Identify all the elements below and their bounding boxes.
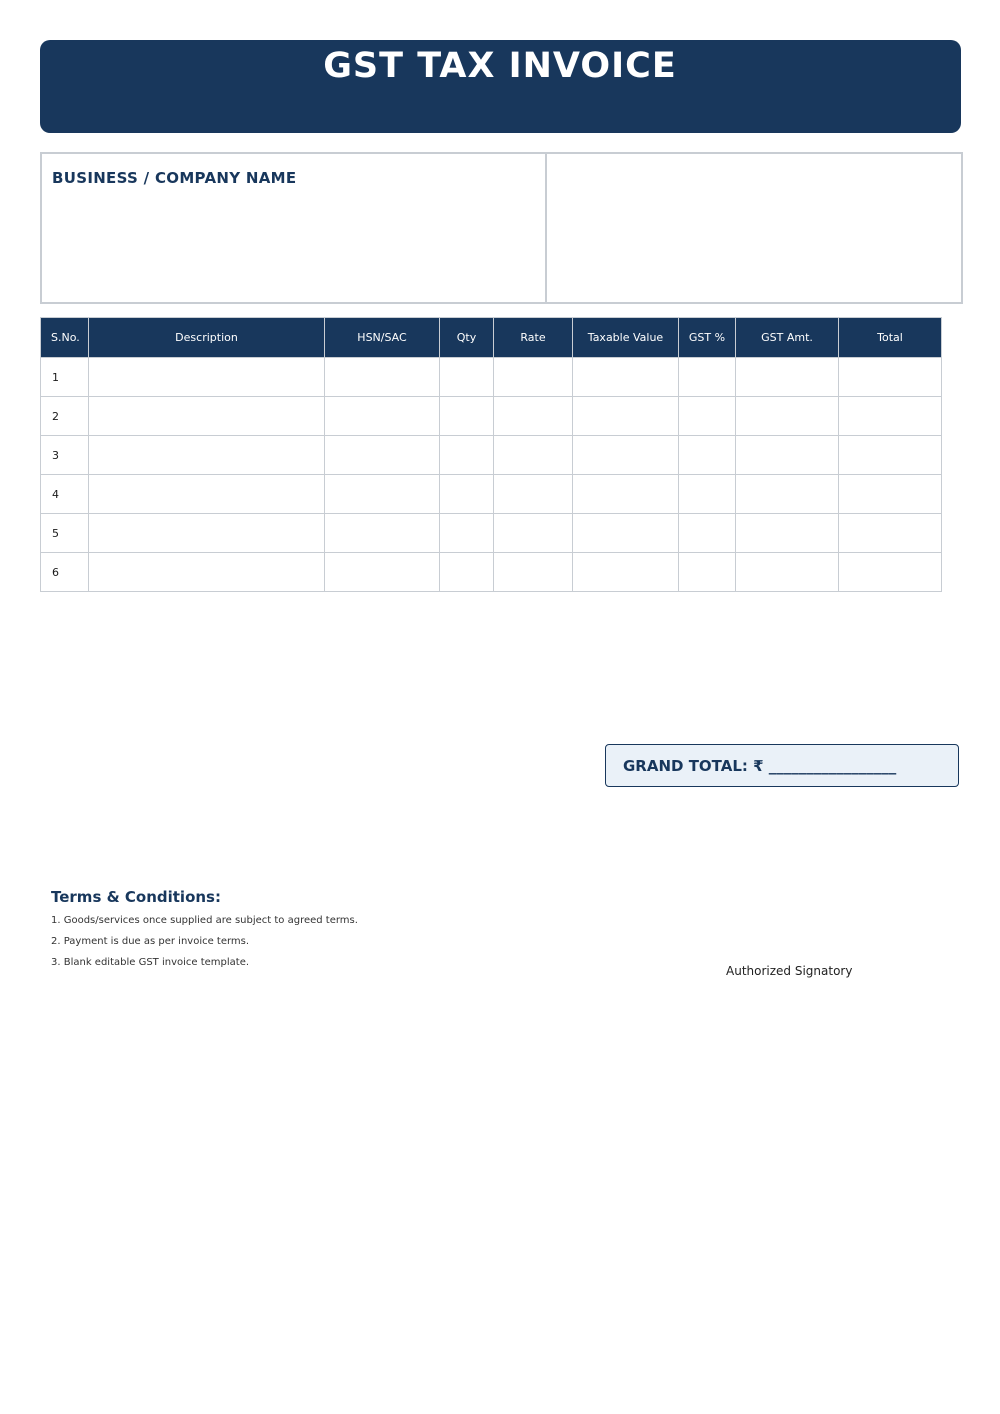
row-number: 3 — [41, 436, 89, 475]
table-cell[interactable] — [89, 436, 325, 475]
table-cell[interactable] — [440, 436, 494, 475]
table-cell[interactable] — [573, 514, 679, 553]
term-item: 1. Goods/services once supplied are subject to agreed terms. — [51, 915, 358, 926]
table-cell[interactable] — [440, 514, 494, 553]
table-cell[interactable] — [440, 475, 494, 514]
company-name-label: BUSINESS / COMPANY NAME — [52, 169, 297, 187]
table-cell[interactable] — [325, 436, 440, 475]
table-cell[interactable] — [839, 514, 942, 553]
table-cell[interactable] — [325, 514, 440, 553]
table-cell[interactable] — [89, 475, 325, 514]
table-cell[interactable] — [679, 358, 736, 397]
table-cell[interactable] — [89, 397, 325, 436]
row-number: 4 — [41, 475, 89, 514]
table-cell[interactable] — [679, 475, 736, 514]
table-cell[interactable] — [573, 436, 679, 475]
table-cell[interactable] — [325, 358, 440, 397]
column-header: Taxable Value — [573, 318, 679, 358]
items-table — [40, 317, 942, 592]
table-cell[interactable] — [573, 553, 679, 592]
terms-title: Terms & Conditions: — [51, 888, 221, 906]
row-number: 1 — [41, 358, 89, 397]
table-cell[interactable] — [839, 475, 942, 514]
table-cell[interactable] — [89, 358, 325, 397]
table-row — [41, 358, 942, 397]
table-cell[interactable] — [736, 553, 839, 592]
table-cell[interactable] — [839, 397, 942, 436]
table-cell[interactable] — [679, 514, 736, 553]
table-cell[interactable] — [440, 397, 494, 436]
table-cell[interactable] — [494, 475, 573, 514]
table-cell[interactable] — [839, 358, 942, 397]
column-header: Description — [89, 318, 325, 358]
table-cell[interactable] — [573, 358, 679, 397]
authorized-signatory-label: Authorized Signatory — [726, 964, 853, 978]
grand-total-box — [605, 744, 959, 787]
term-item: 2. Payment is due as per invoice terms. — [51, 936, 250, 947]
table-cell[interactable] — [736, 475, 839, 514]
table-row — [41, 553, 942, 592]
table-cell[interactable] — [736, 514, 839, 553]
table-cell[interactable] — [89, 553, 325, 592]
table-cell[interactable] — [839, 553, 942, 592]
term-item: 3. Blank editable GST invoice template. — [51, 957, 250, 968]
table-cell[interactable] — [494, 514, 573, 553]
table-cell[interactable] — [440, 358, 494, 397]
table-cell[interactable] — [679, 436, 736, 475]
table-cell[interactable] — [89, 514, 325, 553]
table-row — [41, 514, 942, 553]
row-number: 6 — [41, 553, 89, 592]
column-header: Qty — [440, 318, 494, 358]
invoice-title: GST TAX INVOICE — [323, 46, 677, 86]
column-header: GST % — [679, 318, 736, 358]
table-cell[interactable] — [679, 553, 736, 592]
table-cell[interactable] — [494, 397, 573, 436]
table-cell[interactable] — [573, 475, 679, 514]
column-header: Rate — [494, 318, 573, 358]
table-cell[interactable] — [736, 397, 839, 436]
row-number: 5 — [41, 514, 89, 553]
invoice-details-panel — [547, 154, 961, 302]
table-cell[interactable] — [494, 358, 573, 397]
table-cell[interactable] — [440, 553, 494, 592]
grand-total-label: GRAND TOTAL: ₹ _________________ — [623, 757, 897, 775]
table-cell[interactable] — [573, 397, 679, 436]
column-header: HSN/SAC — [325, 318, 440, 358]
table-header-row — [41, 318, 942, 358]
table-row — [41, 475, 942, 514]
company-details-panel — [42, 154, 547, 302]
column-header: S.No. — [41, 318, 89, 358]
table-cell[interactable] — [736, 358, 839, 397]
table-cell[interactable] — [494, 553, 573, 592]
table-cell[interactable] — [736, 436, 839, 475]
row-number: 2 — [41, 397, 89, 436]
table-cell[interactable] — [325, 397, 440, 436]
table-cell[interactable] — [325, 475, 440, 514]
company-info-box — [40, 152, 963, 304]
table-cell[interactable] — [679, 397, 736, 436]
table-cell[interactable] — [494, 436, 573, 475]
table-cell[interactable] — [325, 553, 440, 592]
table-cell[interactable] — [839, 436, 942, 475]
table-row — [41, 436, 942, 475]
column-header: GST Amt. — [736, 318, 839, 358]
table-row — [41, 397, 942, 436]
column-header: Total — [839, 318, 942, 358]
